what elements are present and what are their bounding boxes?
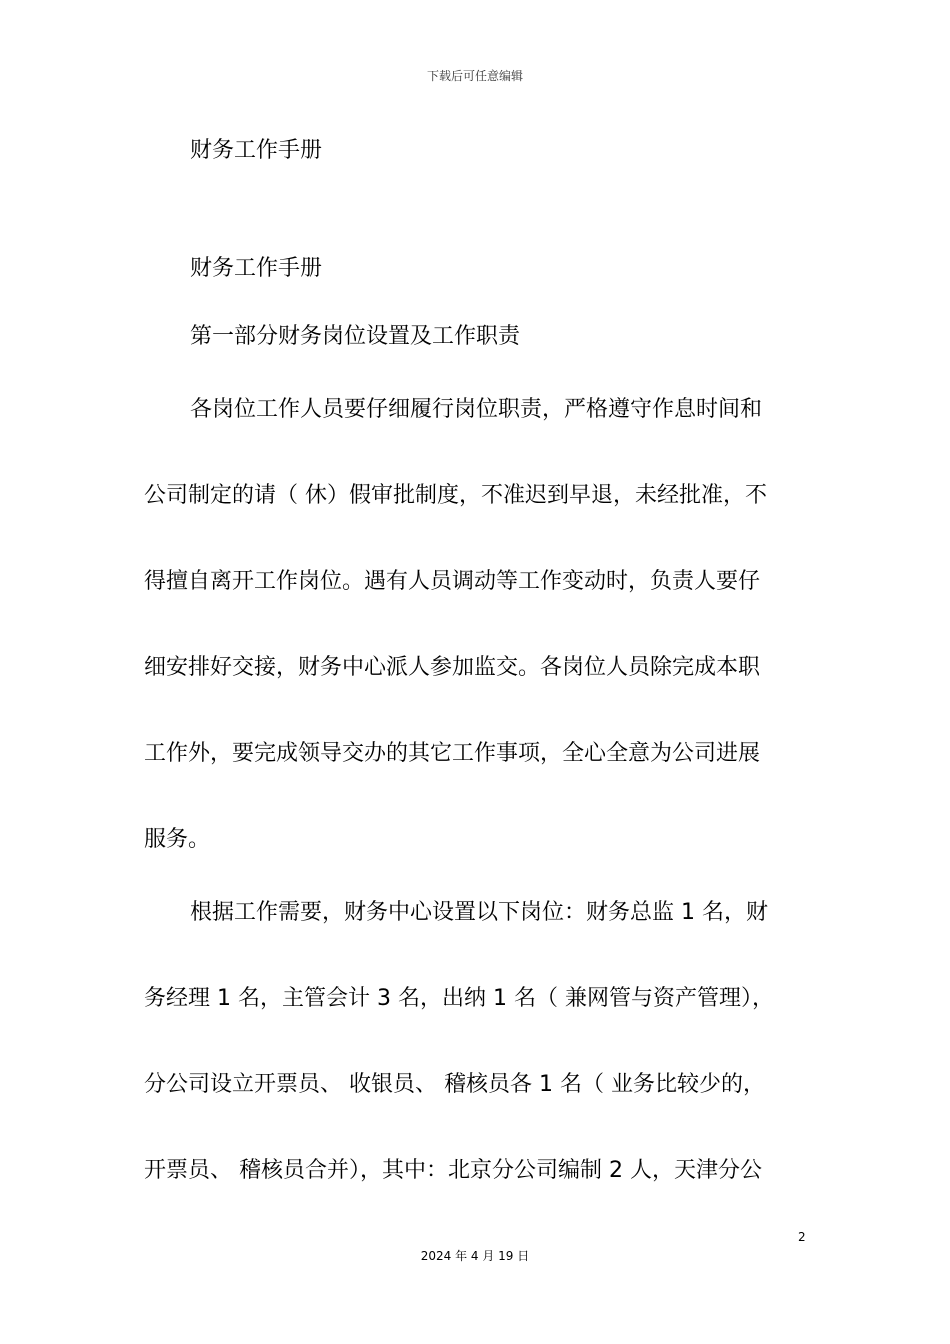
paragraph-1-line: 公司制定的请（ 休）假审批制度，不准迟到早退，未经批准，不 [144,483,767,508]
cover-title: 财务工作手册 [190,138,323,163]
footer-date: 2024 年 4 月 19 日 [420,1249,530,1263]
paragraph-1-line: 服务。 [144,827,211,852]
page-number: 2 [798,1230,806,1244]
paragraph-2-line: 根据工作需要，财务中心设置以下岗位：财务总监 1 名，财 [190,900,768,925]
paragraph-1-line: 得擅自离开工作岗位。遇有人员调动等工作变动时，负责人要仔 [144,569,761,594]
document-title: 财务工作手册 [190,256,323,281]
section-title: 第一部分财务岗位设置及工作职责 [190,324,521,349]
paragraph-2-line: 分公司设立开票员、 收银员、 稽核员各 1 名（ 业务比较少的， [144,1072,765,1097]
paragraph-2-line: 务经理 1 名，主管会计 3 名，出纳 1 名（ 兼网管与资产管理）， [144,986,774,1011]
paragraph-2-line: 开票员、 稽核员合并），其中：北京分公司编制 2 人，天津分公 [144,1158,762,1183]
header-note: 下载后可任意编辑 [426,69,523,83]
paragraph-1-line: 各岗位工作人员要仔细履行岗位职责，严格遵守作息时间和 [190,397,763,422]
paragraph-1-line: 工作外，要完成领导交办的其它工作事项，全心全意为公司进展 [144,741,761,766]
paragraph-1-line: 细安排好交接，财务中心派人参加监交。各岗位人员除完成本职 [144,655,761,680]
